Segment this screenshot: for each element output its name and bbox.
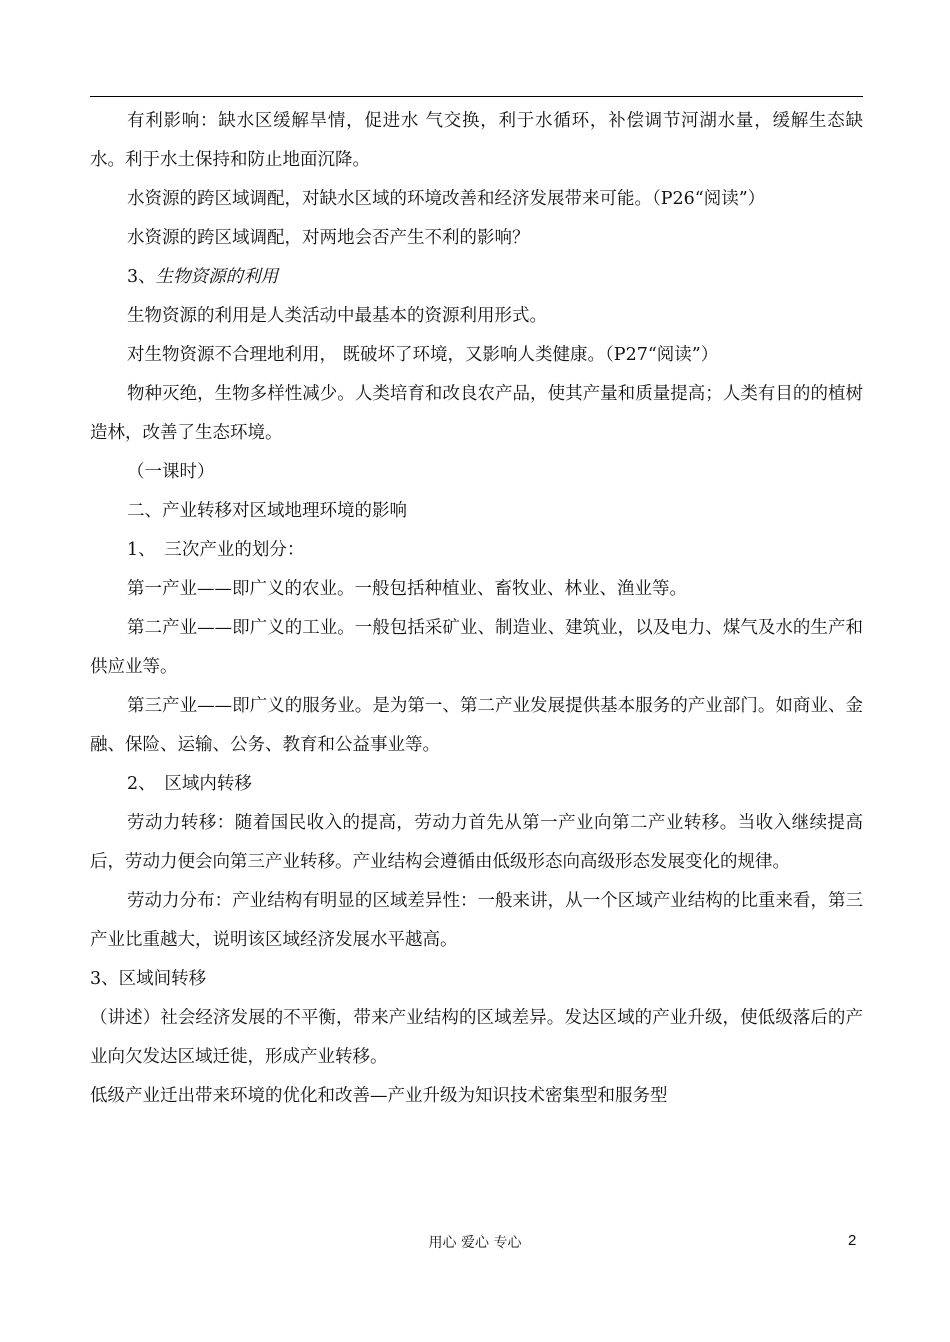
section-title: 生物资源的利用 [155, 267, 279, 287]
paragraph-labor-distribution: 劳动力分布：产业结构有明显的区域差异性：一般来讲，从一个区域产业结构的比重来看，第三产业比重越大，说明该区域经济发展水平越高。 [90, 891, 863, 950]
paragraph-tertiary-industry: 第三产业——即广义的服务业。是为第一、第二产业发展提供基本服务的产业部门。如商业、金融、保险、运输、公务、教育和公益事业等。 [90, 696, 863, 755]
paragraph-water-transfer-benefit: 水资源的跨区域调配，对缺水区域的环境改善和经济发展带来可能。（P26“阅读”） [127, 189, 766, 209]
heading-three-industries: 1、 三次产业的划分： [127, 540, 305, 560]
heading-intra-region-transfer: 2、 区域内转移 [127, 774, 252, 794]
paragraph-bio-resource-basic: 生物资源的利用是人类活动中最基本的资源利用形式。 [127, 306, 547, 326]
paragraph-water-transfer-question: 水资源的跨区域调配，对两地会否产生不利的影响？ [127, 228, 530, 248]
paragraph-bio-resource-misuse: 对生物资源不合理地利用， 既破坏了环境，又影响人类健康。（P27“阅读”） [127, 345, 719, 365]
page-number: 2 [848, 1232, 857, 1249]
paragraph-lecture: （讲述）社会经济发展的不平衡，带来产业结构的区域差异。发达区域的产业升级，使低级落后的产业向欠发达区域迁徙，形成产业转移。 [90, 1008, 863, 1067]
paragraph-industry-upgrade: 低级产业迁出带来环境的优化和改善—产业升级为知识技术密集型和服务型 [90, 1086, 668, 1106]
paragraph-species-extinction: 物种灭绝，生物多样性减少。人类培育和改良农产品，使其产量和质量提高；人类有目的的植树造林，改善了生态环境。 [90, 384, 863, 443]
header-rule [90, 96, 863, 97]
paragraph-favorable-effects: 有利影响：缺水区缓解旱情，促进水 气交换，利于水循环，补偿调节河湖水量，缓解生态缺水。利于水土保持和防止地面沉降。 [90, 111, 863, 170]
paragraph-secondary-industry: 第二产业——即广义的工业。一般包括采矿业、制造业、建筑业，以及电力、煤气及水的生产和供应业等。 [90, 618, 863, 677]
paragraph-labor-transfer: 劳动力转移：随着国民收入的提高，劳动力首先从第一产业向第二产业转移。当收入继续提高后，劳动力便会向第三产业转移。产业结构会遵循由低级形态向高级形态发展变化的规律。 [90, 813, 863, 872]
heading-inter-region-transfer: 3、区域间转移 [90, 969, 207, 989]
footer-motto: 用心 爱心 专心 [428, 1235, 522, 1251]
section-number: 3、 [127, 267, 156, 287]
paragraph-primary-industry: 第一产业——即广义的农业。一般包括种植业、畜牧业、林业、渔业等。 [127, 579, 687, 599]
section-heading-biological-resources [90, 258, 863, 297]
heading-industry-transfer: 二、产业转移对区域地理环境的影响 [127, 501, 407, 521]
page-body [90, 102, 863, 1116]
paragraph-lesson-note: （一课时） [127, 462, 215, 482]
